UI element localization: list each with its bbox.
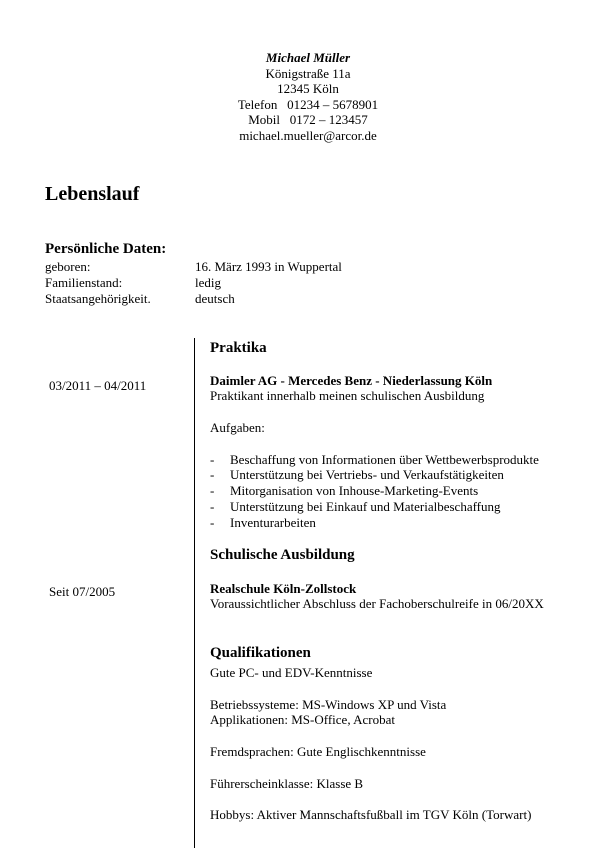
education-heading: Schulische Ausbildung bbox=[210, 547, 355, 563]
internship-role: Praktikant innerhalb meinen schulischen Ausbildung bbox=[210, 388, 485, 403]
task-bullet: - bbox=[210, 499, 215, 514]
task-bullet: - bbox=[210, 452, 215, 467]
internships-heading: Praktika bbox=[210, 340, 267, 356]
internship-date: 03/2011 – 04/2011 bbox=[49, 378, 147, 393]
qualification-languages: Fremdsprachen: Gute Englischkenntnisse bbox=[210, 744, 426, 759]
personal-value-born: 16. März 1993 in Wuppertal bbox=[195, 259, 342, 274]
document-title: Lebenslauf bbox=[45, 183, 140, 205]
education-date: Seit 07/2005 bbox=[49, 584, 116, 599]
qualification-apps: Applikationen: MS-Office, Acrobat bbox=[210, 712, 395, 727]
task-bullet: - bbox=[210, 467, 215, 482]
qualifications-heading: Qualifikationen bbox=[210, 645, 311, 661]
task-item: Mitorganisation von Inhouse-Marketing-Events bbox=[230, 483, 479, 498]
mobile-number: Mobil 0172 – 123457 bbox=[248, 112, 368, 127]
phone-number: Telefon 01234 – 5678901 bbox=[237, 96, 379, 112]
email-address: michael.mueller@arcor.de bbox=[239, 127, 377, 143]
internship-company: Daimler AG - Mercedes Benz - Niederlassung Köln bbox=[210, 373, 493, 388]
task-item: Unterstützung bei Einkauf und Materialbeschaffung bbox=[230, 499, 501, 514]
address-street: Königstraße 11a bbox=[265, 65, 351, 81]
personal-label-marital: Familienstand: bbox=[45, 275, 123, 290]
qualification-license: Führerscheinklasse: Klasse B bbox=[210, 776, 364, 791]
address-city: 12345 Köln bbox=[277, 81, 339, 96]
personal-label-born: geboren: bbox=[45, 259, 91, 274]
contact-header bbox=[150, 50, 466, 143]
qualification-os: Betriebssysteme: MS-Windows XP und Vista bbox=[210, 697, 447, 712]
personal-label-nationality: Staatsangehörigkeit. bbox=[45, 291, 151, 306]
task-item: Beschaffung von Informationen über Wettbewerbsprodukte bbox=[230, 452, 539, 467]
qualification-pc: Gute PC- und EDV-Kenntnisse bbox=[210, 665, 373, 680]
timeline-divider bbox=[194, 338, 195, 848]
task-item: Inventurarbeiten bbox=[230, 515, 316, 530]
education-detail: Voraussichtlicher Abschluss der Fachoberschulreife in 06/20XX bbox=[210, 596, 544, 611]
internship-tasks-label: Aufgaben: bbox=[210, 420, 265, 435]
applicant-name: Michael Müller bbox=[265, 50, 351, 65]
education-school: Realschule Köln-Zollstock bbox=[210, 581, 357, 596]
personal-value-marital: ledig bbox=[195, 275, 221, 290]
task-item: Unterstützung bei Vertriebs- und Verkaufstätigkeiten bbox=[230, 467, 504, 482]
personal-value-nationality: deutsch bbox=[195, 291, 235, 306]
qualification-hobbies: Hobbys: Aktiver Mannschaftsfußball im TGV Köln (Torwart) bbox=[210, 807, 532, 822]
task-bullet: - bbox=[210, 515, 215, 530]
personal-data-heading: Persönliche Daten: bbox=[45, 241, 167, 257]
task-bullet: - bbox=[210, 483, 215, 498]
